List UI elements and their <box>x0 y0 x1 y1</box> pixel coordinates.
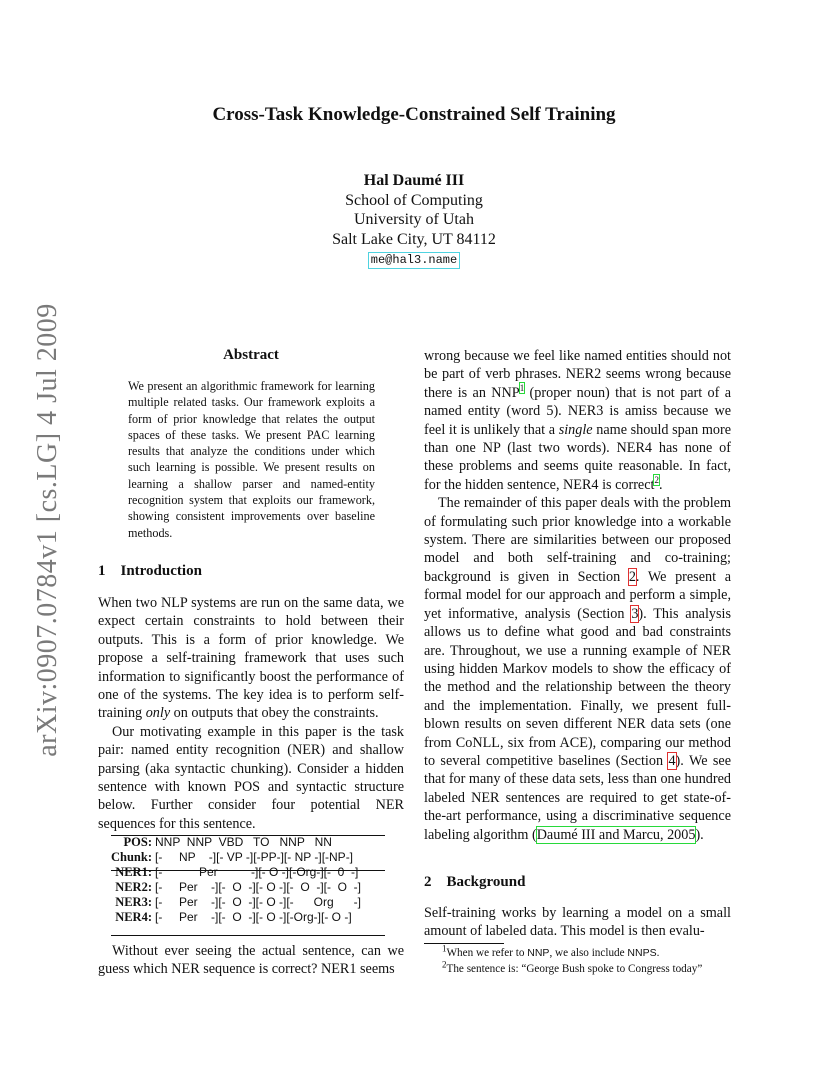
citation-link[interactable]: Daumé III and Marcu, 2005 <box>536 826 696 843</box>
affiliation-line: Salt Lake City, UT 84112 <box>332 230 496 248</box>
pos-chunk-ner-table <box>111 835 361 925</box>
table-row <box>111 835 361 850</box>
text-run: wrong because we feel like named entities should not be part of verb phrases. NER2 seems wrong because there is an NNP <box>424 348 731 401</box>
row-label: NER3: <box>115 895 152 909</box>
table-row <box>111 880 361 895</box>
emphasis-text: single <box>558 421 593 438</box>
text-run: NNPS <box>627 947 657 959</box>
row-label: NER4: <box>115 910 152 924</box>
footnote-number: 1 <box>442 943 447 954</box>
affiliation-line: School of Computing <box>345 191 483 209</box>
author-email-link[interactable]: me@hal3.name <box>368 252 460 269</box>
paragraph <box>424 347 731 494</box>
footnote-ref-2[interactable]: 2 <box>654 475 659 486</box>
text-run: . We present a formal model for our approach and perform a simple, yet informative, analysis (Section <box>424 568 731 622</box>
footnote-2 <box>424 958 744 978</box>
text-run: name should span more than one NP (last two words). NER4 has none of these problems and seems quite reasonable. In fact, for the hidden sentence, NER4 is correct <box>424 421 731 493</box>
paragraph <box>98 594 404 723</box>
section-link-2[interactable]: 2 <box>628 568 636 585</box>
text-run: . <box>658 476 663 493</box>
text-run: The remainder of this paper deals with the problem of formulating such prior knowledge into a workable system. There are similarities between our proposed model and both self-training and co-training; background is given in Section <box>424 495 731 585</box>
text-run: ). <box>695 826 704 843</box>
footnote-number: 2 <box>442 958 447 969</box>
text-run: ). We see that for many of these data sets, less than one hundred labeled NER sentences are required to get state-of-the-art performance, using a discriminative sequence labeling algorithm ( <box>424 752 731 843</box>
text-run: The sentence is: “George Bush spoke to Congress today” <box>446 962 703 975</box>
text-run: . <box>656 947 660 959</box>
table-row <box>111 865 361 880</box>
row-sequence: [- Per -][- O -][-Org-][- 0 -] <box>155 865 359 879</box>
abstract-text: We present an algorithmic framework for learning multiple related tasks. Our framework exploits a form of prior knowledge that relates the output spaces of these tasks. We present PAC learning results that analyze the conditions under which such learning is possible. We present results on learning a shallow parser and named-entity recognition system that exploits our framework, showing consistent improvements over baseline methods. <box>128 379 375 540</box>
row-sequence: NNP NNP VBD TO NNP NN <box>155 835 332 849</box>
emphasis-text: only <box>145 705 171 722</box>
section-link-3[interactable]: 3 <box>631 605 639 622</box>
row-sequence: [- Per -][- O -][- O -][-Org-][- O -] <box>155 910 352 924</box>
text-run: on outputs that obey the constraints. <box>170 705 379 722</box>
table-row <box>111 910 361 925</box>
paragraph <box>424 494 731 844</box>
table-rule-bottom <box>111 935 385 936</box>
footnote-rule <box>424 943 504 944</box>
row-sequence: [- Per -][- O -][- O -][- O -][- O -] <box>155 880 361 894</box>
abstract-heading: Abstract <box>223 347 279 363</box>
paragraph: Without ever seeing the actual sentence, can we guess which NER sequence is correct? NER1 seems <box>98 943 404 978</box>
section-link-4[interactable]: 4 <box>668 752 676 769</box>
author-name: Hal Daumé III <box>363 172 465 189</box>
row-label: NER1: <box>115 865 152 879</box>
text-run: When we refer to <box>446 947 528 959</box>
paper-title: Cross-Task Knowledge-Constrained Self Training <box>212 104 616 125</box>
affiliation-line: University of Utah <box>354 211 474 228</box>
background-body <box>424 904 731 941</box>
row-sequence: [- Per -][- O -][- O -][- Org -] <box>155 895 362 909</box>
paragraph: Self-training works by learning a model on a small amount of labeled data. This model is then evalu- <box>424 905 731 940</box>
section-heading-background: 2 Background <box>424 874 526 890</box>
author-block <box>0 171 828 269</box>
row-label: NER2: <box>115 880 152 894</box>
row-sequence: [- NP -][- VP -][-PP-][- NP -][-NP-] <box>155 850 354 864</box>
introduction-body-continued <box>98 942 404 979</box>
footnote-1 <box>424 943 744 962</box>
paragraph: Our motivating example in this paper is the task pair: named entity recognition (NER) and shallow parsing (aka syntactic chunking). Consider a hidden sentence with known POS and syntactic structure below. Further consider four potential NER sequences for this sentence. <box>98 723 404 832</box>
row-label: Chunk: <box>111 850 152 864</box>
text-run: (proper noun) that is not part of a named entity (word 5). NER3 is amiss because we feel it is unlikely that a <box>424 384 731 438</box>
table-row <box>111 895 361 910</box>
footnote-ref-1[interactable]: 1 <box>519 383 525 394</box>
right-column-body <box>424 347 731 844</box>
text-run: ). This analysis allows us to define what good and bad constraints are. Throughout, we use a running example of NER using hidden Markov models to show the efficacy of the method and the relationship between the theory and the implementation. Finally, we present full-blown results on seven different NER data sets (one from CoNLL, six from ACE), comparing our method to several competitive baselines (Section <box>424 605 731 769</box>
arxiv-identifier: arXiv:0907.0784v1 [cs.LG] 4 Jul 2009 <box>32 303 63 757</box>
table-rule-mid <box>111 870 385 871</box>
table-row <box>111 850 361 865</box>
text-run: , we also include <box>549 947 628 959</box>
text-run: When two NLP systems are run on the same data, we expect certain constraints to hold between their outputs. This is a form of prior knowledge. We propose a self-training framework that uses such information to significantly boost the performance of one of the systems. The key idea is to perform self-training <box>98 595 404 722</box>
row-label: POS: <box>123 835 152 849</box>
text-run: NNP <box>527 947 550 959</box>
footnotes <box>424 943 744 977</box>
section-heading-introduction: 1 Introduction <box>98 563 202 579</box>
introduction-body <box>98 594 404 833</box>
